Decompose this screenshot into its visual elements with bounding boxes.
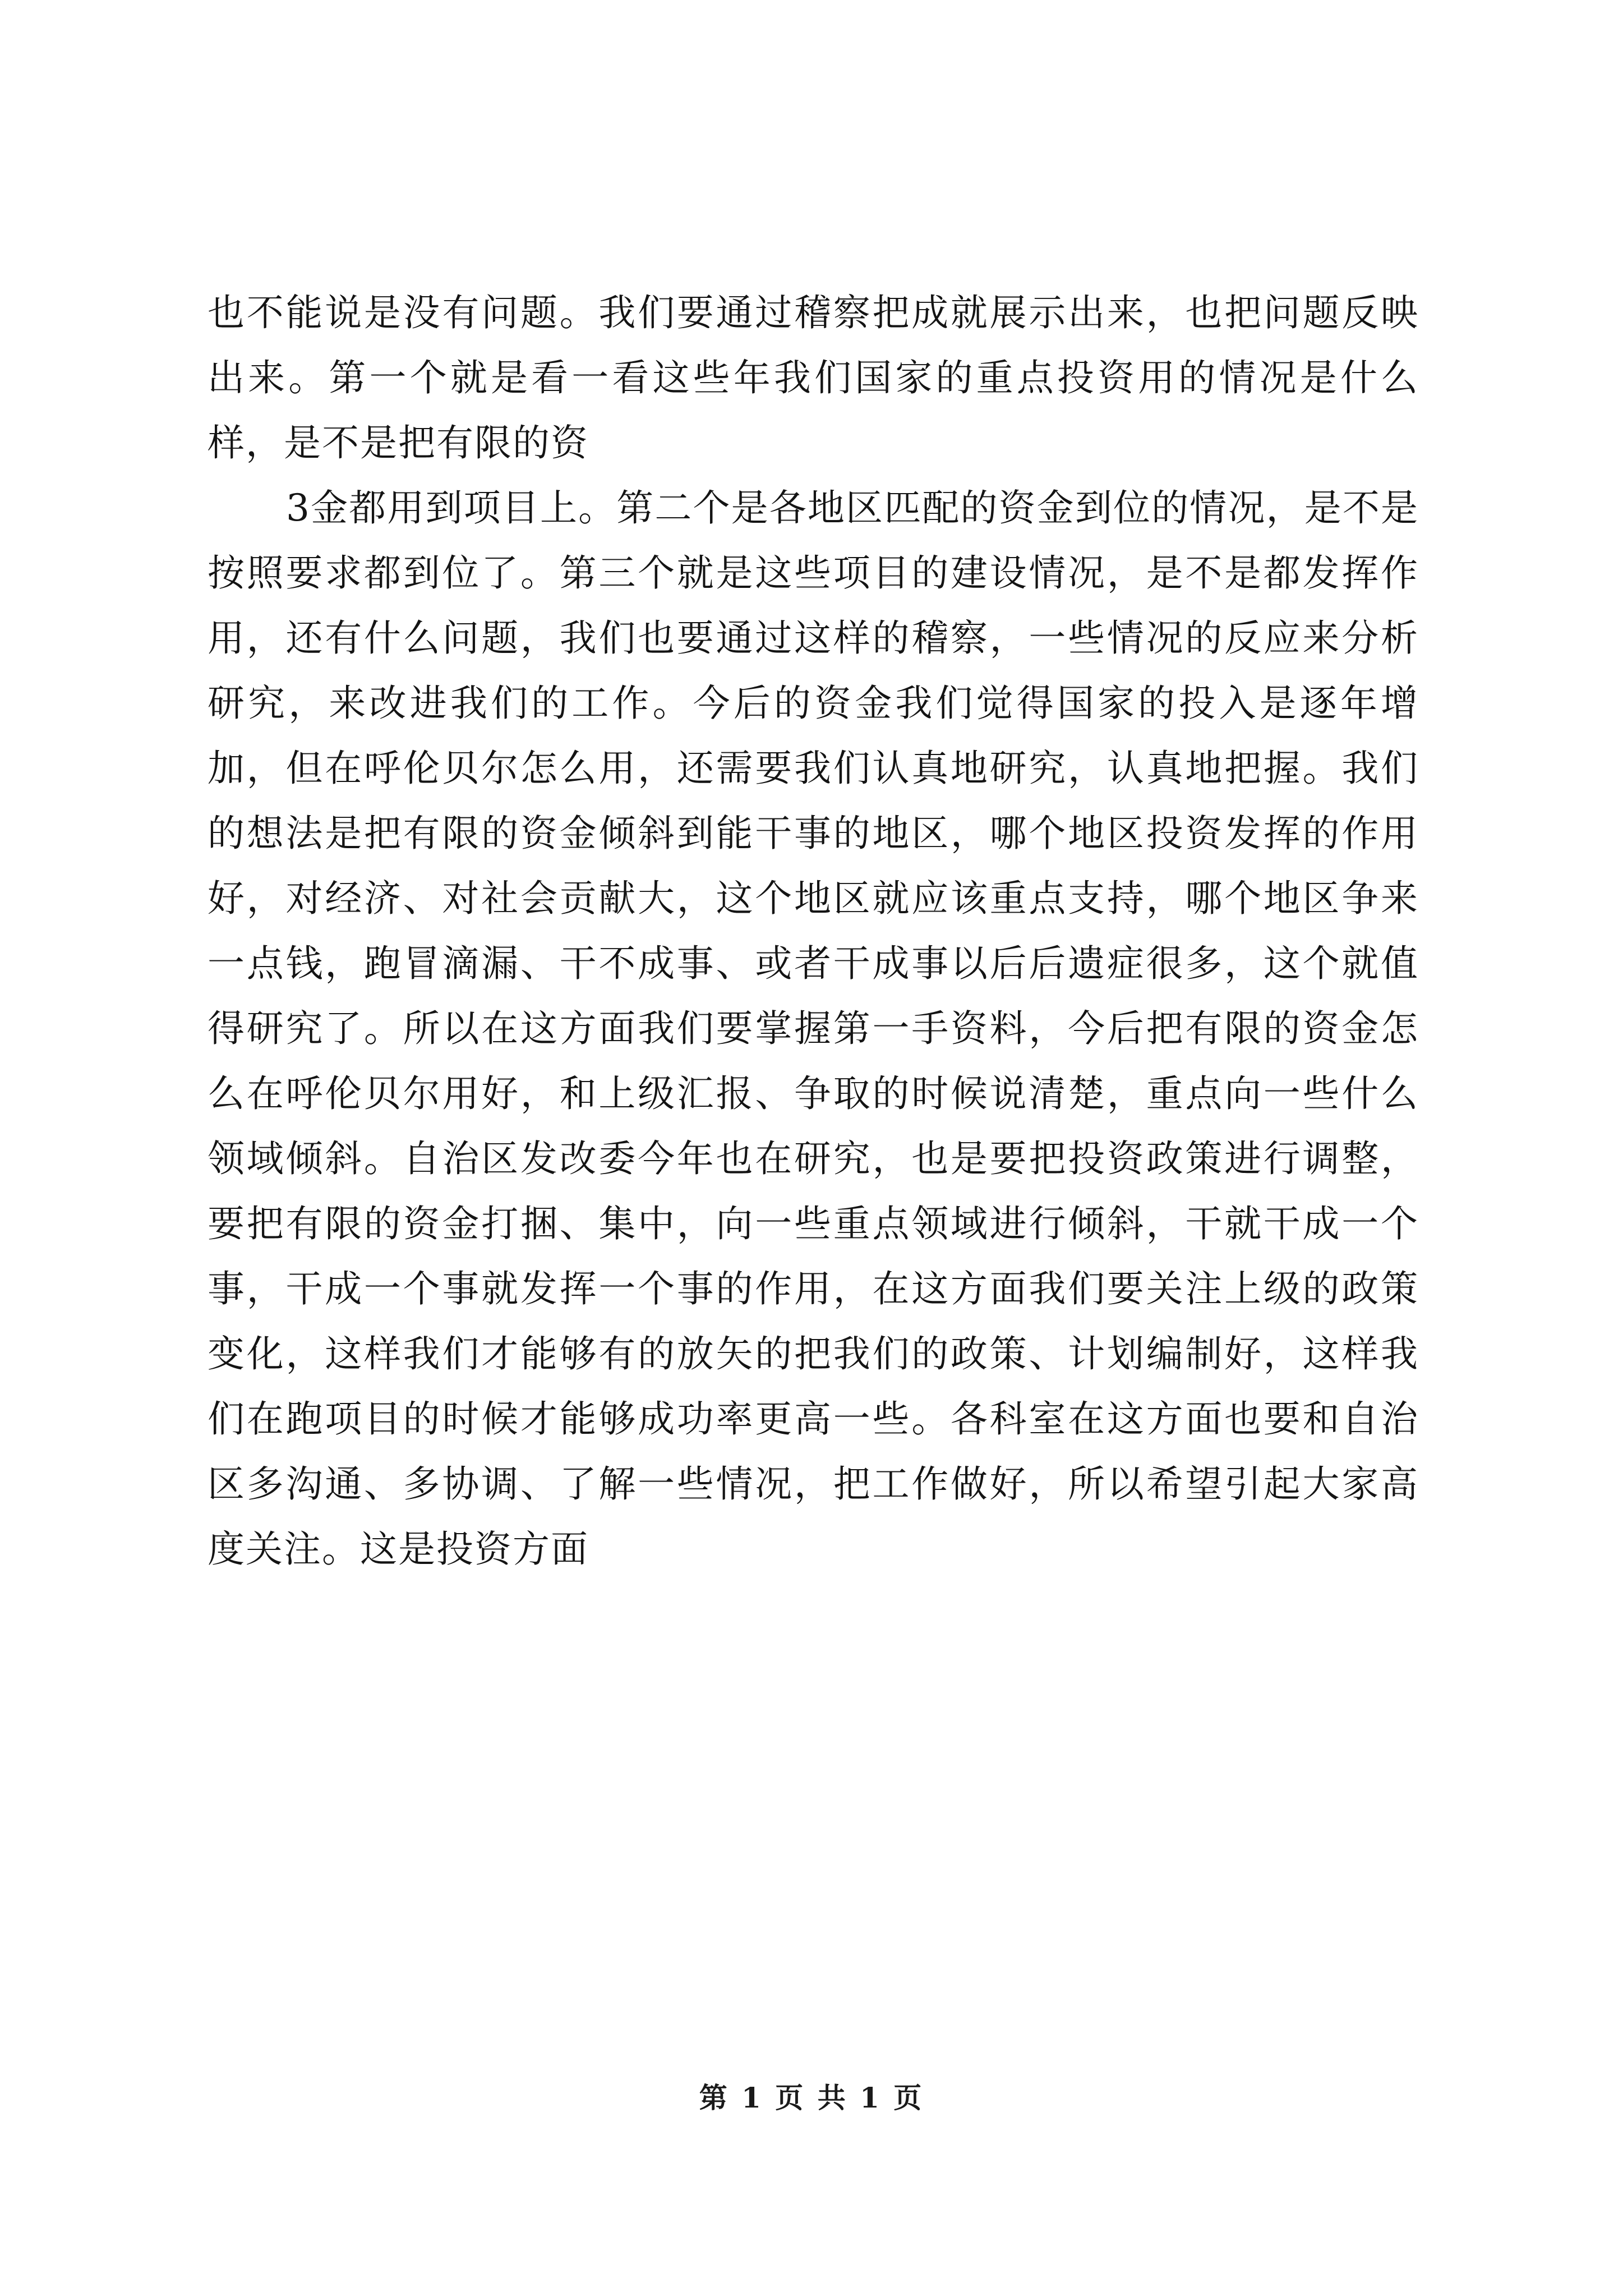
page-footer: 第 1 页 共 1 页 [699,2081,924,2114]
paragraph-2: 3金都用到项目上。第二个是各地区匹配的资金到位的情况，是不是按照要求都到位了。第三个就是这些项目的建设情况，是不是都发挥作用，还有什么问题，我们也要通过这样的稽察，一些情况的反应来分析研究，来改进我们的工作。今后的资金我们觉得国家的投入是逐年增加，但在呼伦贝尔怎么用，还需要我们认真地研究，认真地把握。我们的想法是把有限的资金倾斜到能干事的地区，哪个地区投资发挥的作用好，对经济、对社会贡献大，这个地区就应该重点支持，哪个地区争来一点钱，跑冒滴漏、干不成事、或者干成事以后后遗症很多，这个就值得研究了。所以在这方面我们要掌握第一手资料，今后把有限的资金怎么在呼伦贝尔用好，和上级汇报、争取的时候说清楚，重点向一些什么领域倾斜。自治区发改委今年也在研究，也是要把投资政策进行调整，要把有限的资金打捆、集中，向一些重点领域进行倾斜，干就干成一个事，干成一个事就发挥一个事的作用，在这方面我们要关注上级的政策变化，这样我们才能够有的放矢的把我们的政策、计划编制好，这样我们在跑项目的时候才能够成功率更高一些。各科室在这方面也要和自治区多沟通、多协调、了解一些情况，把工作做好，所以希望引起大家高度关注。这是投资方面 [208,486,1419,1571]
paragraph-1: 也不能说是没有问题。我们要通过稽察把成就展示出来，也把问题反映出来。第一个就是看一看这些年我们国家的重点投资用的情况是什么样，是不是把有限的资 [208,291,1419,464]
document-body [208,280,1419,1582]
